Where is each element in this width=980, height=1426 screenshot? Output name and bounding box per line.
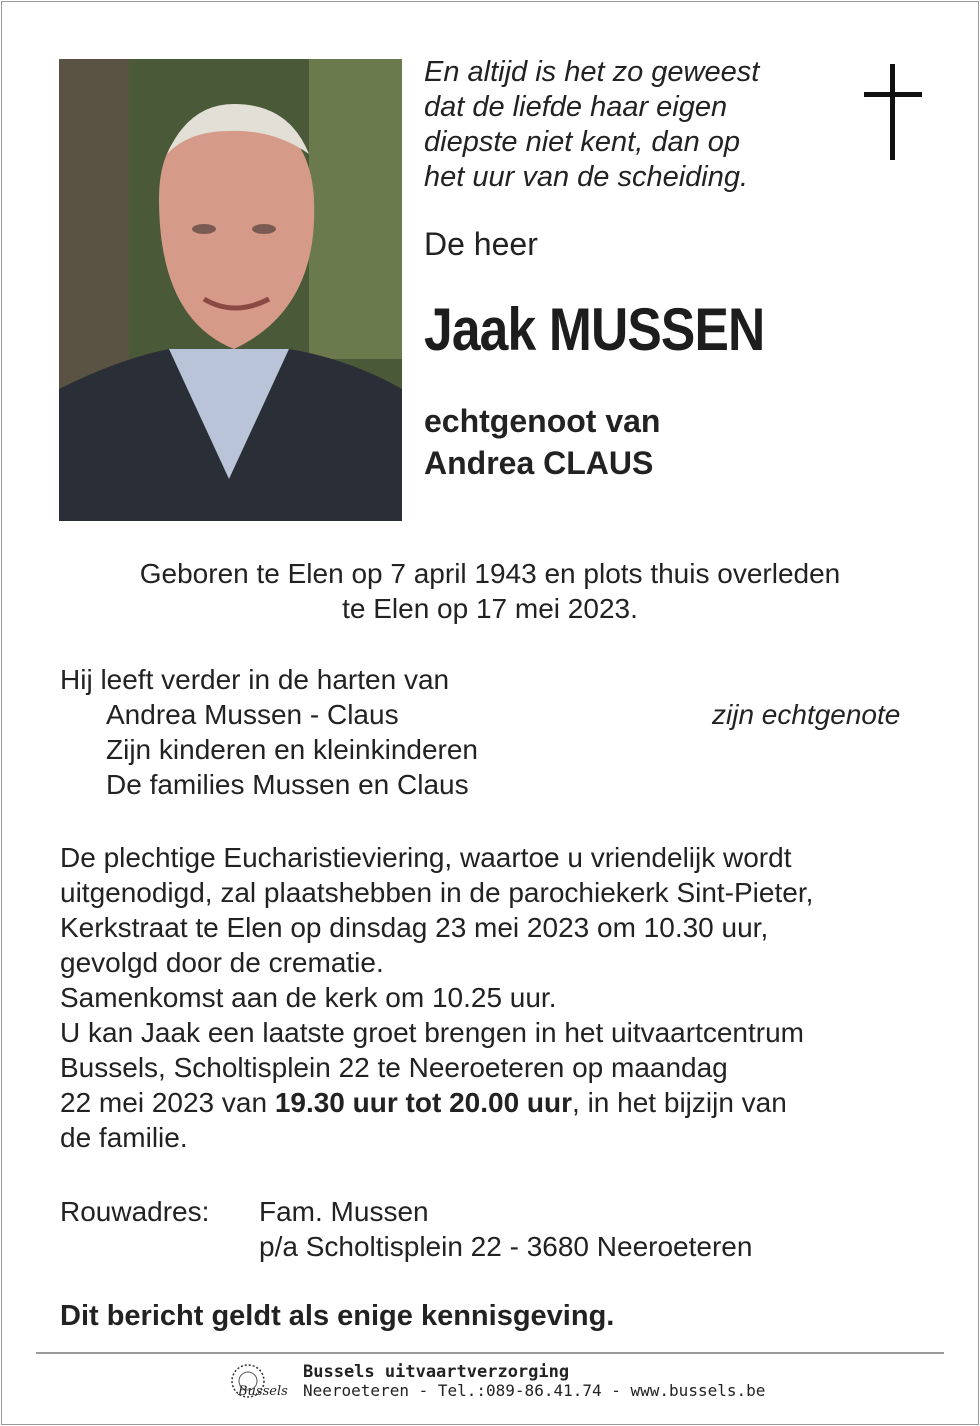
company-contact: Neeroeteren - Tel.:089-86.41.74 - www.bussels.be	[303, 1381, 766, 1400]
visit-hours: 19.30 uur tot 20.00 uur	[274, 1087, 573, 1118]
notice-text: Dit bericht geldt als enige kennisgeving.	[60, 1300, 615, 1332]
rouwadres-label: Rouwadres:	[60, 1196, 210, 1227]
spouse-relation: echtgenoot van	[424, 403, 661, 439]
survivor-entry: De families Mussen en Claus	[106, 769, 469, 800]
title-prefix: De heer	[424, 226, 538, 262]
footer-divider	[36, 1352, 944, 1354]
born-line: Geboren te Elen op 7 april 1943 en plots thuis overleden	[139, 558, 841, 589]
ceremony-line: Kerkstraat te Elen op dinsdag 23 mei 2023 om 10.30 uur,	[60, 912, 769, 943]
ceremony-line: gevolgd door de crematie.	[60, 947, 384, 978]
portrait-photo	[59, 59, 402, 521]
poem-line: het uur van de scheiding.	[424, 161, 749, 193]
spouse-name: Andrea CLAUS	[424, 445, 654, 481]
poem	[424, 55, 844, 195]
rouwadres-name: Fam. Mussen	[259, 1196, 429, 1227]
poem-line: diepste niet kent, dan op	[424, 126, 741, 158]
poem-line: dat de liefde haar eigen	[424, 91, 728, 123]
survivor-role: zijn echtgenote	[712, 699, 901, 730]
ceremony-line	[60, 1085, 813, 1120]
survivor-entry: Zijn kinderen en kleinkinderen	[106, 734, 478, 765]
company-name: Bussels uitvaartverzorging	[303, 1362, 570, 1382]
cross-icon	[864, 64, 922, 160]
birth-death-info	[0, 556, 980, 626]
logo-text: Bussels	[238, 1384, 288, 1399]
visit-date: 22 mei 2023 van	[60, 1087, 275, 1118]
survivors-intro: Hij leeft verder in de harten van	[60, 664, 450, 695]
ceremony-line: De plechtige Eucharistieviering, waartoe u vriendelijk wordt	[60, 842, 792, 873]
survivor-entry: Andrea Mussen - Claus	[106, 699, 399, 730]
rouwadres-address: p/a Scholtisplein 22 - 3680 Neeroeteren	[259, 1231, 753, 1262]
ceremony-info	[60, 840, 813, 1155]
ceremony-line: Samenkomst aan de kerk om 10.25 uur.	[60, 982, 557, 1013]
ceremony-line: U kan Jaak een laatste groet brengen in het uitvaartcentrum	[60, 1017, 804, 1048]
deceased-name: Jaak MUSSEN	[424, 296, 765, 363]
born-line: te Elen op 17 mei 2023.	[342, 593, 638, 624]
poem-line: En altijd is het zo geweest	[424, 56, 760, 88]
bussels-logo-icon	[224, 1361, 292, 1401]
ceremony-line: Bussels, Scholtisplein 22 te Neeroeteren op maandag	[60, 1052, 728, 1083]
visit-tail: , in het bijzijn van	[572, 1087, 787, 1118]
ceremony-line: uitgenodigd, zal plaatshebben in de parochiekerk Sint-Pieter,	[60, 877, 814, 908]
ceremony-line: de familie.	[60, 1122, 188, 1153]
